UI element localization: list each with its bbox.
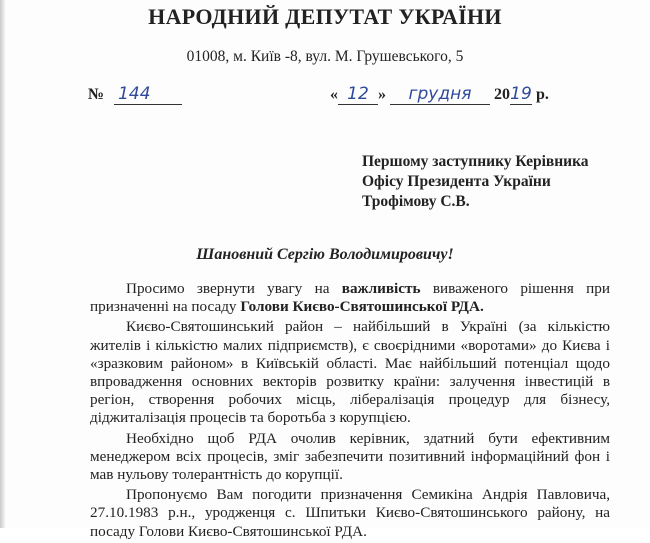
p1-part-c: виваженого рішення при призначенні на посаду xyxy=(90,280,610,316)
p1-part-a: Просимо звернути увагу на xyxy=(126,280,342,297)
paragraph-2: Києво-Святошинський район – найбільший в Україні (за кількістю жителів і кількістю малих підприємств), є своєрідними «воротами» до Києва і «зразковим районом» в Київській області. Має найбільший потенціал щодо впровадження основних векторів розвитку країни: залучення інвестицій в регіон, створення робочих місць, лібералізація процедур для бізнесу, діджиталізація процесів та боротьба з корупцією. xyxy=(90,318,610,427)
date-close-quote: » xyxy=(378,86,386,103)
year-prefix: 20 xyxy=(494,86,510,103)
paragraph-1 xyxy=(90,280,610,316)
paragraph-3: Необхідно щоб РДА очолив керівник, здатний бути ефективним менеджером всіх процесів, зміг забезпечити позитивний інформаційний фон і мав нульову толерантність до корупції. xyxy=(90,429,610,484)
letterhead-title: НАРОДНИЙ ДЕПУТАТ УКРАЇНИ xyxy=(148,4,502,29)
year-unit: р. xyxy=(536,86,549,103)
paragraph-4: Пропонуємо Вам погодити призначення Семикіна Андрія Павловича, 27.10.1983 р.н., уродженця с. Шпитьки Києво-Святошинського району, на посаду Голови Києво-Святошинської РДА. xyxy=(90,486,610,540)
document-date xyxy=(330,84,549,105)
letter-body xyxy=(90,280,610,543)
greeting: Шановний Сергію Володимировичу! xyxy=(196,246,454,263)
recipient-line-2: Офісу Президента України xyxy=(362,173,551,190)
number-value: 144 xyxy=(114,84,182,105)
year-suffix: 19 xyxy=(510,84,532,104)
date-day: 12 xyxy=(338,84,378,105)
date-month: грудня xyxy=(390,84,490,105)
number-prefix: № xyxy=(88,86,105,103)
recipient-block xyxy=(362,152,642,212)
document-number xyxy=(88,84,182,105)
p1-emphasis: важливість xyxy=(341,280,421,297)
recipient-line-1: Першому заступнику Керівника xyxy=(362,153,589,170)
date-open-quote: « xyxy=(330,86,338,103)
p1-position: Голови Києво-Святошинської РДА. xyxy=(240,298,484,316)
page-edge-shadow xyxy=(0,0,6,528)
letterhead-address: 01008, м. Київ -8, вул. М. Грушевського, 5 xyxy=(186,48,464,65)
recipient-line-3: Трофімову С.В. xyxy=(362,193,470,210)
